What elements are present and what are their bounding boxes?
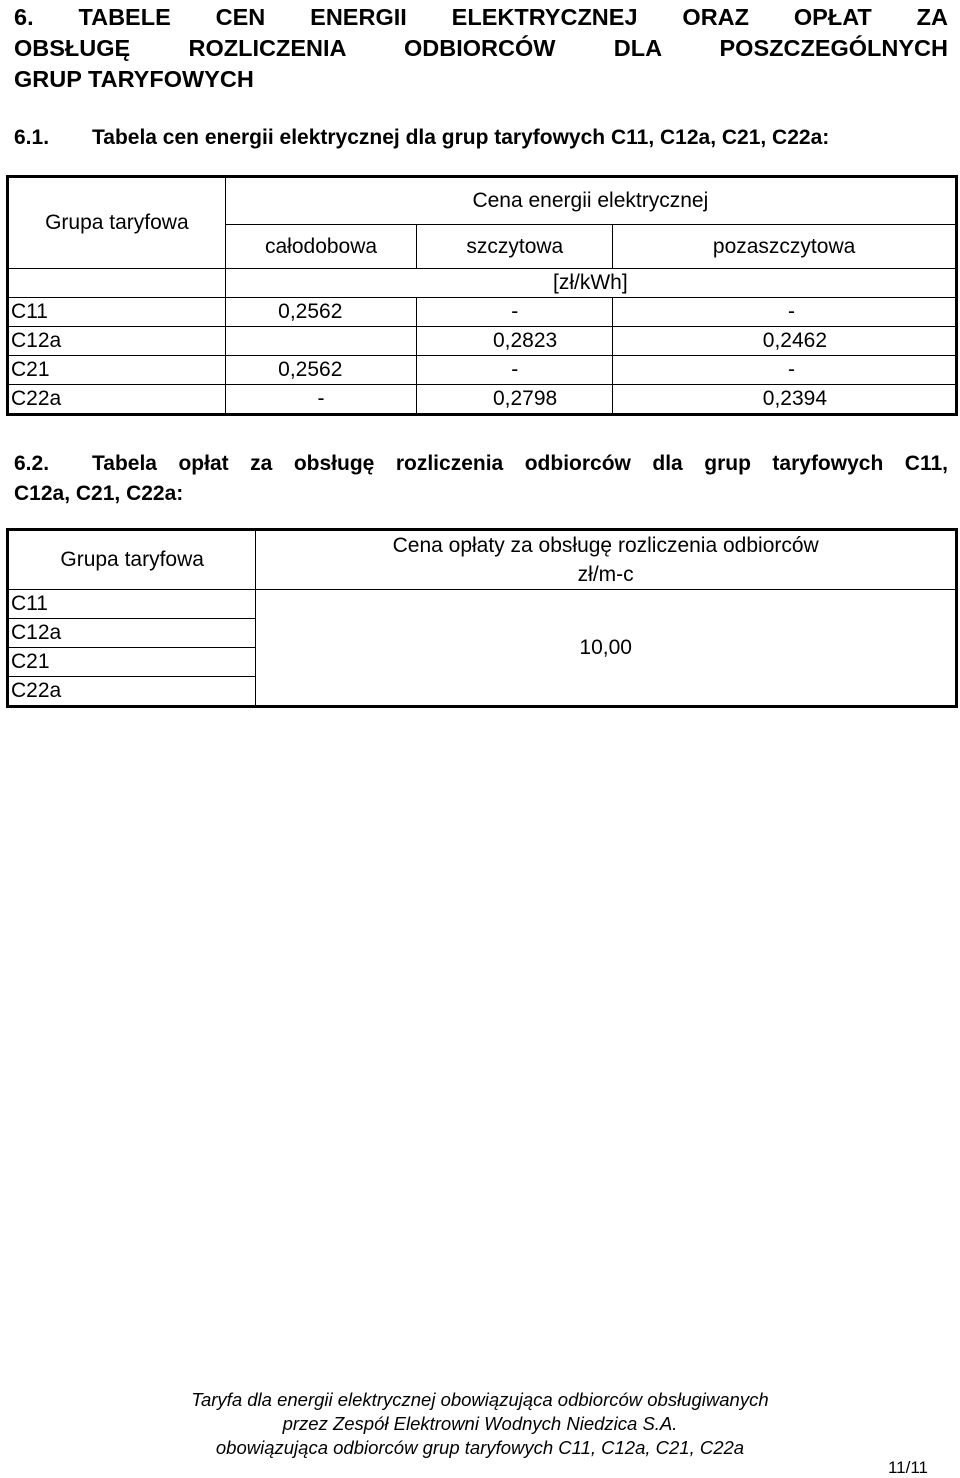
zone-peak-header: szczytowa bbox=[417, 225, 613, 269]
fee-group-header-cell: Grupa taryfowa bbox=[8, 530, 256, 590]
section2-number: 6.2. bbox=[14, 452, 50, 475]
fee-value-cell: 10,00 bbox=[256, 590, 957, 707]
group-cell: C12a bbox=[8, 327, 226, 356]
fee-group-cell: C21 bbox=[8, 648, 256, 677]
heading-line-3: GRUP TARYFOWYCH bbox=[14, 66, 254, 92]
heading-line-1: 6. TABELE CEN ENERGII ELEKTRYCZNEJ ORAZ OPŁAT ZA bbox=[14, 4, 948, 30]
service-fee-table bbox=[6, 528, 958, 708]
allday-cell: 0,2562 bbox=[225, 356, 417, 385]
section1-number: 6.1. bbox=[14, 126, 50, 149]
fee-group-cell: C11 bbox=[8, 590, 256, 619]
section1-title: Tabela cen energii elektrycznej dla grup taryfowych C11, C12a, C21, C22a: bbox=[92, 126, 830, 149]
offpeak-cell: - bbox=[613, 356, 957, 385]
allday-cell bbox=[225, 327, 417, 356]
peak-cell: 0,2798 bbox=[417, 385, 613, 415]
page-number: 11/11 bbox=[887, 1458, 928, 1477]
zone-offpeak-header: pozaszczytowa bbox=[613, 225, 957, 269]
table-row bbox=[8, 356, 957, 385]
table-row bbox=[8, 590, 957, 619]
footer-line-3: obowiązująca odbiorców grup taryfowych C11, C12a, C21, C22a bbox=[215, 1437, 745, 1458]
footer-line-2: przez Zespół Elektrowni Wodnych Niedzica S.A. bbox=[282, 1413, 678, 1434]
fee-header-text: Cena opłaty za obsługę rozliczenia odbiorców bbox=[392, 534, 819, 557]
heading-line-2: OBSŁUGĘ ROZLICZENIA ODBIORCÓW DLA POSZCZEGÓLNYCH bbox=[14, 35, 948, 61]
offpeak-cell: 0,2394 bbox=[613, 385, 957, 415]
peak-cell: 0,2823 bbox=[417, 327, 613, 356]
group-cell: C21 bbox=[8, 356, 226, 385]
group-header-cell: Grupa taryfowa bbox=[8, 177, 226, 269]
fee-header-cell bbox=[256, 530, 957, 590]
group-cell: C22a bbox=[8, 385, 226, 415]
footer-line-1: Taryfa dla energii elektrycznej obowiązująca odbiorców obsługiwanych bbox=[191, 1389, 769, 1410]
fee-group-cell: C22a bbox=[8, 677, 256, 707]
allday-cell: 0,2562 bbox=[225, 298, 417, 327]
fee-unit-text: zł/m-c bbox=[577, 563, 634, 586]
energy-price-table bbox=[6, 175, 958, 416]
section2-title-line-2: C12a, C21, C22a: bbox=[14, 482, 184, 505]
group-cell: C11 bbox=[8, 298, 226, 327]
section2-title-line-1: Tabela opłat za obsługę rozliczenia odbiorców dla grup taryfowych C11, bbox=[92, 452, 948, 475]
table-row bbox=[8, 385, 957, 415]
table-row bbox=[8, 298, 957, 327]
table-row bbox=[8, 327, 957, 356]
offpeak-cell: 0,2462 bbox=[613, 327, 957, 356]
offpeak-cell: - bbox=[613, 298, 957, 327]
fee-group-cell: C12a bbox=[8, 619, 256, 648]
peak-cell: - bbox=[417, 298, 613, 327]
zone-allday-header: całodobowa bbox=[225, 225, 417, 269]
price-header-cell: Cena energii elektrycznej bbox=[225, 177, 956, 225]
unit-cell: [zł/kWh] bbox=[225, 269, 956, 298]
peak-cell: - bbox=[417, 356, 613, 385]
allday-cell: - bbox=[225, 385, 417, 415]
unit-spacer-cell bbox=[8, 269, 226, 298]
